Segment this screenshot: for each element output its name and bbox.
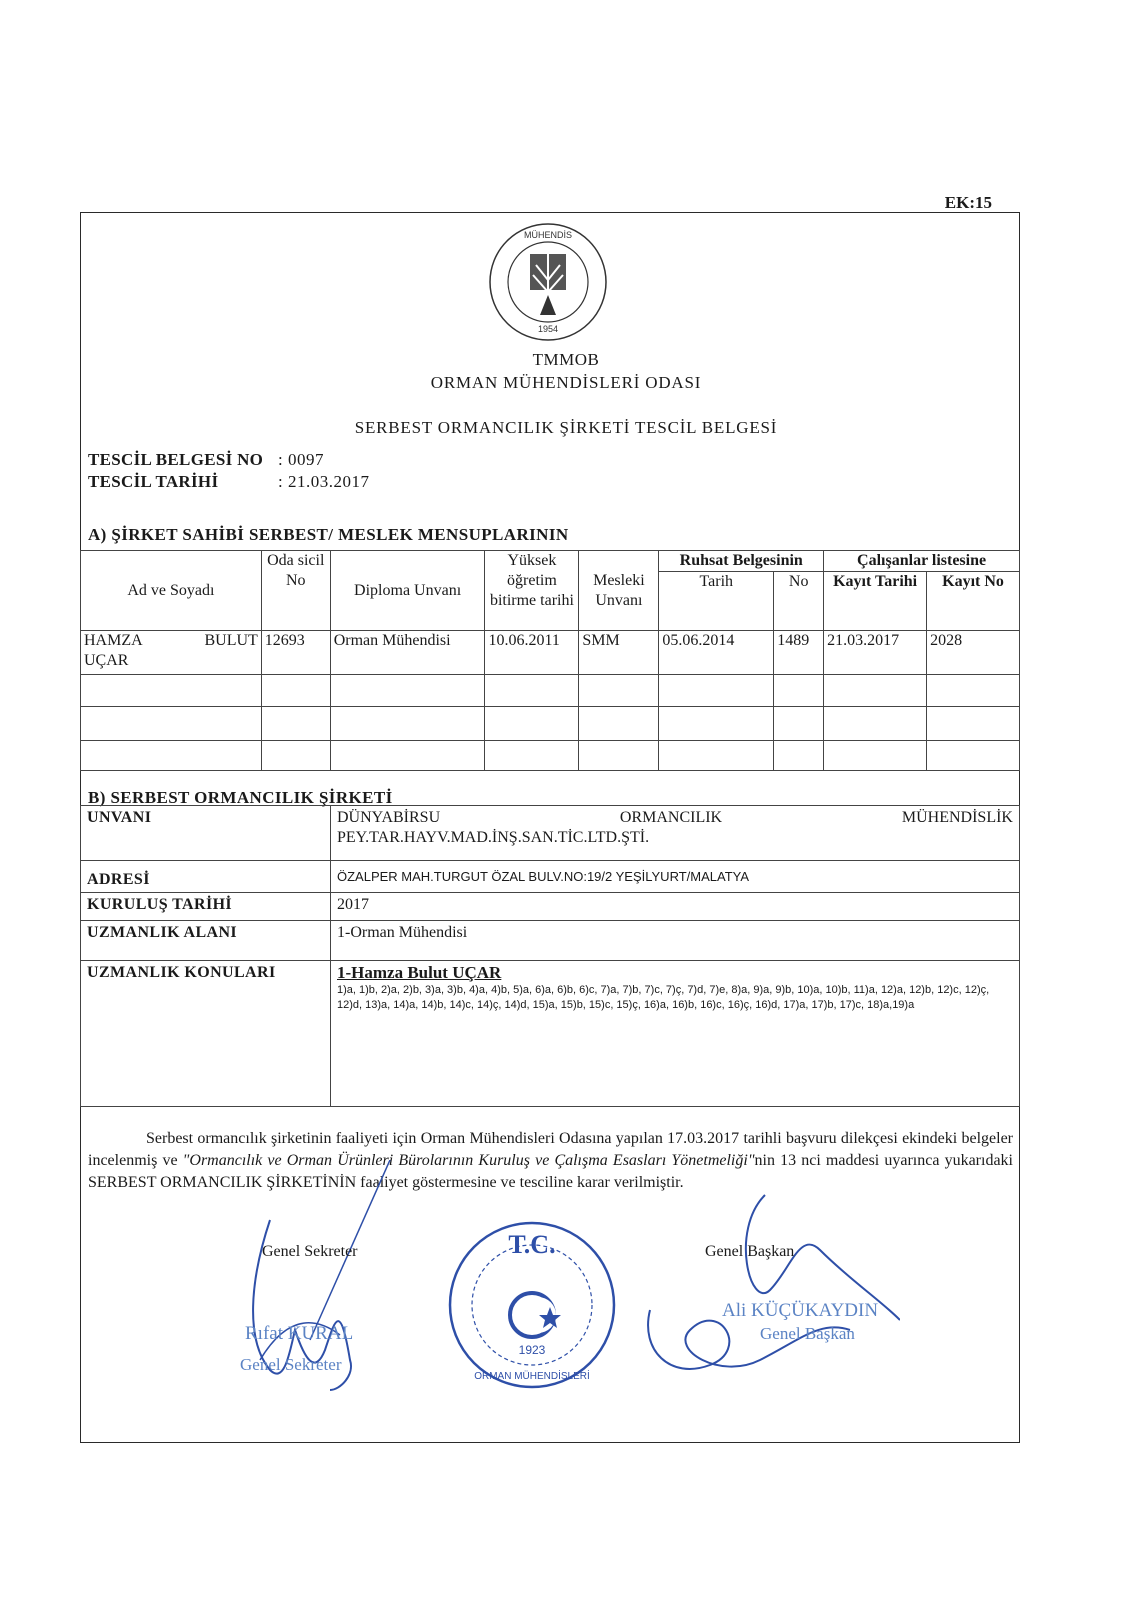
org-line-1: TMMOB [532, 350, 600, 369]
table-row [81, 675, 1020, 707]
company-founded-label: KURULUŞ TARİHİ [81, 893, 331, 921]
president-stamp-name: Ali KÜÇÜKAYDIN [722, 1300, 879, 1321]
table-row [81, 741, 1020, 771]
member-name-second: BULUT [204, 632, 258, 649]
col-oda: Oda sicil No [261, 551, 330, 631]
registration-date-value: : 21.03.2017 [278, 472, 370, 491]
decision-paragraph [88, 1128, 1013, 1194]
company-title-label: UNVANI [81, 806, 331, 861]
registration-number [88, 450, 324, 470]
company-title-word-2: ORMANCILIK [619, 809, 723, 826]
company-field-value: 1-Orman Mühendisi [331, 921, 1020, 961]
company-address-label: ADRESİ [81, 861, 331, 893]
svg-text:MÜHENDİS: MÜHENDİS [523, 230, 573, 240]
document-title: SERBEST ORMANCILIK ŞİRKETİ TESCİL BELGESİ [354, 418, 778, 437]
company-title-word-1: DÜNYABİRSU [337, 809, 441, 826]
member-kayit-tarihi: 21.03.2017 [824, 631, 927, 675]
registration-number-label: TESCİL BELGESİ NO [88, 450, 264, 469]
president-stamp-title: Genel Başkan [760, 1324, 855, 1343]
annex-number: EK:15 [944, 193, 992, 212]
member-name-last: UÇAR [84, 652, 129, 669]
svg-text:1923: 1923 [518, 1343, 546, 1357]
secretary-stamp-name: Rıfat KURAL [245, 1323, 354, 1344]
company-title-value [331, 806, 1020, 861]
member-ruhsat-no: 1489 [774, 631, 824, 675]
members-header-row [81, 551, 1020, 572]
member-name [81, 631, 262, 675]
col-name: Ad ve Soyadı [81, 551, 262, 631]
company-title-row [81, 806, 1020, 861]
decision-text-italic: "Ormancılık ve Orman Ürünleri Bürolarının Kuruluş ve Çalışma Esasları Yönetmeliği" [182, 1152, 755, 1169]
col-mesleki: Mesleki Unvanı [579, 551, 659, 631]
col-kayit-no: Kayıt No [927, 572, 1020, 631]
registration-number-value: : 0097 [278, 450, 324, 469]
col-yuksek: Yüksek öğretim bitirme tarihi [485, 551, 579, 631]
company-title-line-2: PEY.TAR.HAYV.MAD.İNŞ.SAN.TİC.LTD.ŞTİ. [337, 829, 650, 846]
topics-codes: 1)a, 1)b, 2)a, 2)b, 3)a, 3)b, 4)a, 4)b, 5)a, 6)a, 6)b, 6)c, 7)a, 7)b, 7)c, 7)ç, 7)d, 7)e, 8)a, 9)a, 9)b, 10)a, 10)b, 11)a, 12)a, 12)b, 12)c, 12)ç, 12)d, 13)a, 14)a, 14)b, 14)c, 14)ç, 14)d, 15)a, 15)b, 15)c, 15)ç, 16)a, 16)b, 16)c, 16)ç, 16)d, 17)a, 17)b, 17)c, 18)a,19)a [337, 984, 990, 1011]
company-title-word-3: MÜHENDİSLİK [901, 809, 1013, 826]
registration-date [88, 472, 369, 492]
col-kayit-tarihi: Kayıt Tarihi [824, 572, 927, 631]
col-ruhsat-tarih: Tarih [659, 572, 774, 631]
company-topics-label: UZMANLIK KONULARI [81, 961, 331, 1107]
decision-text-2: nin 13 nci maddesi uyarınca yukarıdaki SERBEST ORMANCILIK ŞİRKETİNİN faaliyet göstermesine ve tesciline karar verilmiştir. [88, 1152, 1013, 1191]
company-address-value: ÖZALPER MAH.TURGUT ÖZAL BULV.NO:19/2 YEŞİLYURT/MALATYA [331, 861, 1020, 893]
secretary-title: Genel Sekreter [262, 1243, 358, 1260]
secretary-stamp-title: Genel Sekreter [240, 1355, 342, 1374]
col-ruhsat-no: No [774, 572, 824, 631]
decision-text-1: Serbest ormancılık şirketinin faaliyeti için Orman Mühendisleri Odasına yapılan 17.03.2017 tarihli başvuru dilekçesi ekindeki belgeler incelenmiş ve [88, 1130, 1013, 1169]
member-ruhsat-tarih: 05.06.2014 [659, 631, 774, 675]
member-oda: 12693 [261, 631, 330, 675]
member-yuksek: 10.06.2011 [485, 631, 579, 675]
registration-date-label: TESCİL TARİHİ [88, 472, 219, 491]
president-signature-icon [620, 1190, 900, 1390]
section-b-title: B) SERBEST ORMANCILIK ŞİRKETİ [88, 788, 393, 807]
svg-text:T.C.: T.C. [508, 1230, 556, 1259]
company-table [80, 805, 1020, 1107]
company-founded-value: 2017 [331, 893, 1020, 921]
table-row [81, 707, 1020, 741]
member-mesleki: SMM [579, 631, 659, 675]
col-ruhsat: Ruhsat Belgesinin [659, 551, 824, 572]
topics-person: 1-Hamza Bulut UÇAR [337, 963, 502, 982]
member-name-first: HAMZA [84, 632, 143, 649]
company-topics-value [331, 961, 1020, 1107]
org-line-2: ORMAN MÜHENDİSLERİ ODASI [430, 373, 702, 392]
company-field-row [81, 921, 1020, 961]
svg-text:1954: 1954 [537, 324, 559, 334]
col-calisan: Çalışanlar listesine [824, 551, 1020, 572]
members-table [80, 550, 1020, 771]
member-kayit-no: 2028 [927, 631, 1020, 675]
company-field-label: UZMANLIK ALANI [81, 921, 331, 961]
company-topics-row [81, 961, 1020, 1107]
president-title: Genel Başkan [705, 1243, 795, 1260]
col-diploma: Diploma Unvanı [330, 551, 485, 631]
member-diploma: Orman Mühendisi [330, 631, 485, 675]
chamber-logo-icon [478, 220, 618, 360]
official-seal-icon [446, 1219, 618, 1391]
table-row [81, 631, 1020, 675]
section-a-title: A) ŞİRKET SAHİBİ SERBEST/ MESLEK MENSUPLARININ [88, 525, 569, 544]
company-founded-row [81, 893, 1020, 921]
company-address-row [81, 861, 1020, 893]
svg-text:ORMAN MÜHENDİSLERİ: ORMAN MÜHENDİSLERİ [474, 1371, 590, 1382]
